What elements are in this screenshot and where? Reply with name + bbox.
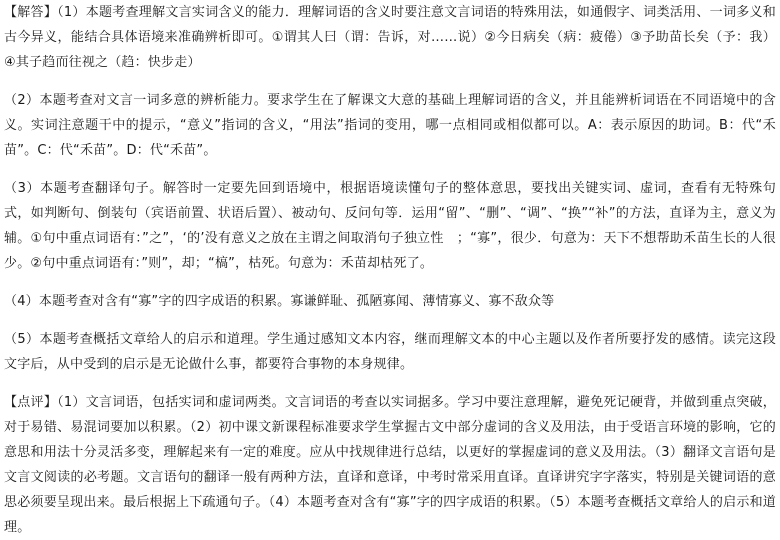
answer-document xyxy=(4,0,776,540)
comment-paragraph xyxy=(4,390,776,540)
comment-text: （1）文言词语，包括实词和虚词两类。文言词语的考查以实词据多。学习中要注意理解，避免死记硬背，并做到重点突破，对于易错、易混词要加以积累。（2）初中课文新课程标准要求学生掌握古文中部分虚词的含义及用法，由于受语言环境的影响，它的意思和用法十分灵活多变，理解起来有一定的难度。应从中找规律进行总结，以更好的掌握虚词的意义及用法。（3）翻译文言语句是文言文阅读的必考题。文言语句的翻译一般有两种方法，直译和意译，中考时常采用直译。直译讲究字字落实，特别是关键词语的意思必须要呈现出来。最后根据上下疏通句子。（4）本题考查对含有“寡”字的四字成语的积累。（5）本题考查概括文章给人的启示和道理。 xyxy=(4,395,776,535)
answer-paragraph-2: （2）本题考查对文言一词多意的辨析能力。要求学生在了解课文大意的基础上理解词语的含义，并且能辨析词语在不同语境中的含义。实词注意题干中的提示，“意义”指词的含义，“用法”指词的变用，哪一点相同或相似都可以。A：表示原因的助词。B：代“禾苗”。C：代“禾苗”。D：代“禾苗”。 xyxy=(4,93,776,158)
answer-paragraph-3: （3）本题考查翻译句子。解答时一定要先回到语境中，根据语境读懂句子的整体意思，要找出关键实词、虚词，查看有无特殊句式，如判断句、倒装句（宾语前置、状语后置）、被动句、反问句等．运用“留”、“删”、“调”、“换”“补”的方法，直译为主，意义为辅。①句中重点词语有：”之”，‘的’没有意义之放在主谓之间取消句子独立性 ；“寡”，很少．句意为：天下不想帮助禾苗生长的人很少。②句中重点词语有：”则”，却；“槁”，枯死。句意为：禾苗却枯死了。 xyxy=(4,181,776,271)
answer-label: 【解答】 xyxy=(4,5,58,20)
answer-paragraph-4: （4）本题考查对含有“寡”字的四字成语的积累。寡谦鲜耻、孤陋寡闻、薄情寡义、寡不敌众等 xyxy=(4,294,555,309)
comment-label: 【点评】 xyxy=(4,395,58,410)
answer-text-1: （1）本题考查理解文言实词含义的能力．理解词语的含义时要注意文言词语的特殊用法，如通假字、词类活用、一词多义和古今异义，能结合具体语境来准确辨析即可。①谓其人曰（谓：告诉，对……说）②今日病矣（病：疲倦）③予助苗长矣（予：我）④其子趋而往视之（趋：快步走） xyxy=(4,5,776,70)
answer-paragraph-1 xyxy=(4,0,776,75)
answer-paragraph-5: （5）本题考查概括文章给人的启示和道理。学生通过感知文本内容，继而理解文本的中心主题以及作者所要抒发的感情。读完这段文字后，从中受到的启示是无论做什么事，都要符合事物的本身规律。 xyxy=(4,332,776,372)
